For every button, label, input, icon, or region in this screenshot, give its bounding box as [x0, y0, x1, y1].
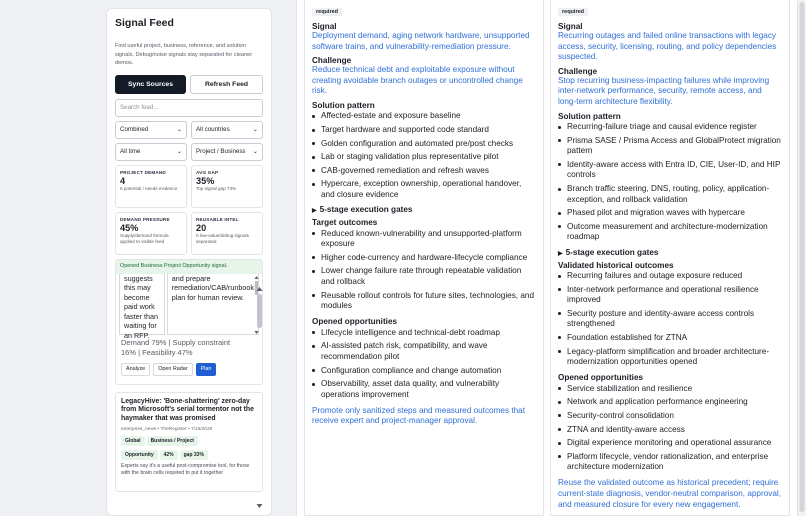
- chevron-down-icon: ⌄: [176, 148, 182, 156]
- list-item: Hypercare, exception ownership, operational handover, and closure evidence: [312, 178, 536, 202]
- validated-heading: Validated historical outcomes: [558, 260, 674, 270]
- stat-avg-gap: [191, 165, 263, 208]
- execution-gates-toggle[interactable]: [312, 205, 536, 214]
- list-item: Phased pilot and migration waves with hypercare: [558, 207, 782, 221]
- news-source: enterprise_news: [121, 427, 157, 432]
- list-item: Recurring failures and outage exposure reduced: [558, 270, 782, 284]
- stat-label: PROJECT DEMAND: [120, 169, 166, 175]
- signal-feed-panel: [106, 8, 272, 516]
- opportunity-text-left: suggests this may become paid work faster than waiting for an RFP.: [119, 274, 165, 335]
- sync-sources-button[interactable]: Sync Sources: [115, 75, 186, 94]
- list-item: Inter-network performance and operational resilience improved: [558, 283, 782, 307]
- list-item: Network and application performance engineering: [558, 396, 782, 410]
- stat-value: 35%: [196, 175, 215, 186]
- category-select[interactable]: [191, 143, 263, 161]
- country-select[interactable]: [191, 121, 263, 139]
- opportunities-heading: Opened opportunities: [558, 373, 644, 383]
- news-title[interactable]: LegacyHive: 'Bone-shattering' zero-day from Microsoft's serial tormentor not the haymaker that was promised: [121, 397, 254, 422]
- validated-list: [558, 270, 782, 370]
- opportunity-banner: Opened Business Project Opportunity signal.: [116, 260, 262, 274]
- time-select[interactable]: [115, 143, 187, 161]
- country-select-value: All countries: [196, 126, 230, 134]
- news-publisher: TheRegister: [160, 427, 187, 432]
- list-item: Service stabilization and resilience: [558, 382, 782, 396]
- panel-description: Find useful project, business, reference, and solution signals. Debug/noise signals stay separated for cleaner demos.: [115, 43, 253, 67]
- list-item: Affected-estate and exposure baseline: [312, 110, 536, 124]
- stat-value: 20: [196, 222, 207, 233]
- tag-scope: Global: [121, 436, 145, 446]
- list-item: CAB-governed remediation and refresh waves: [312, 164, 536, 178]
- list-item: AI-assisted patch risk, compatibility, and wave recommendation pilot: [312, 340, 536, 364]
- news-description: Experts say it's a useful post-compromise tool, for those with the brain cells required to put it together: [121, 463, 250, 477]
- stat-value: 45%: [120, 222, 139, 233]
- opportunities-list: [558, 382, 782, 474]
- list-item: Lifecycle intelligence and technical-debt roadmap: [312, 326, 536, 340]
- case-column-left: [304, 0, 544, 516]
- execution-gates-label: 5-stage execution gates: [565, 247, 659, 257]
- list-item: Higher code-currency and hardware-lifecycle compliance: [312, 251, 536, 265]
- signal-heading: Signal: [312, 22, 337, 31]
- opportunity-card: [115, 259, 263, 385]
- tag-gap: gap 33%: [180, 450, 208, 460]
- opportunities-heading: Opened opportunities: [312, 317, 398, 327]
- opportunity-text-right: and prepare remediation/CAB/runbook plan for human review.: [167, 274, 259, 335]
- caret-right-icon: ▶: [312, 208, 317, 215]
- list-item: Reduced known-vulnerability and unsupported-platform exposure: [312, 227, 536, 251]
- mode-select-value: Combined: [120, 126, 149, 134]
- required-badge: required: [312, 8, 342, 16]
- stat-label: DEMAND PRESSURE: [120, 216, 170, 222]
- solution-list: [558, 121, 782, 245]
- challenge-heading: Challenge: [558, 66, 598, 76]
- list-item: Observability, asset data quality, and vulnerability operations improvement: [312, 378, 536, 402]
- list-item: Digital experience monitoring and operational assurance: [558, 437, 782, 451]
- stat-sub: 6 potential / needs evidence: [120, 185, 178, 191]
- list-item: Branch traffic steering, DNS, routing, policy, application-exception, and rollback validation: [558, 183, 782, 207]
- opportunities-list: [312, 326, 536, 402]
- plan-button[interactable]: Plan: [196, 363, 217, 376]
- tag-type: Opportunity: [121, 450, 158, 460]
- sidebar-scrollbar[interactable]: [256, 286, 263, 512]
- solution-heading: Solution pattern: [312, 100, 375, 110]
- chevron-down-icon: ⌄: [176, 126, 182, 134]
- stat-project-demand: [115, 165, 187, 208]
- list-item: Reusable rollout controls for future sites, technologies, and modules: [312, 289, 536, 313]
- list-item: Target hardware and supported code standard: [312, 124, 536, 138]
- opportunity-metrics-line1: Demand 79% | Supply constraint: [121, 337, 231, 347]
- list-item: ZTNA and identity-aware access: [558, 423, 782, 437]
- analyze-button[interactable]: Analyze: [121, 363, 150, 376]
- list-item: Golden configuration and automated pre/post checks: [312, 137, 536, 151]
- mode-select[interactable]: [115, 121, 187, 139]
- list-item: Security posture and identity-aware access controls strengthened: [558, 307, 782, 331]
- execution-gates-label: 5-stage execution gates: [319, 205, 413, 215]
- signal-text: Recurring outages and failed online transactions with legacy access, security, licensing, routing, and policy dependencies suspected.: [558, 31, 777, 62]
- target-list: [312, 227, 536, 313]
- stat-reusable-intel: [191, 212, 263, 255]
- tag-score: 42%: [160, 450, 178, 460]
- stat-sub: Supply/demand formula applied to visible feed: [120, 232, 169, 244]
- list-item: Legacy-platform simplification and broader architecture-modernization opportunities opened: [558, 345, 782, 369]
- list-item: Security-control consolidation: [558, 409, 782, 423]
- list-item: Foundation established for ZTNA: [558, 331, 782, 345]
- panel-title: Signal Feed: [115, 17, 174, 29]
- signal-heading: Signal: [558, 22, 583, 31]
- list-item: Recurring-failure triage and causal evidence register: [558, 121, 782, 135]
- opportunity-metrics-line2: 16% | Feasibility 47%: [121, 348, 193, 358]
- stat-label: REUSABLE INTEL: [196, 216, 239, 222]
- list-item: Configuration compliance and change automation: [312, 364, 536, 378]
- category-select-value: Project / Business: [196, 148, 246, 156]
- stat-sub: 0 low-value/debug signals separated: [196, 232, 249, 244]
- search-input[interactable]: Search feed...: [115, 99, 263, 117]
- target-heading: Target outcomes: [312, 218, 378, 228]
- tag-category: Business / Project: [147, 436, 198, 446]
- challenge-heading: Challenge: [312, 56, 352, 66]
- page-scrollbar[interactable]: [798, 0, 806, 516]
- news-meta: enterprise_news • TheRegister • 7/15/2026: [121, 427, 213, 432]
- challenge-text: Reduce technical debt and exploitable exposure without creating avoidable branch outages or uncontrolled change risk.: [312, 65, 523, 96]
- refresh-feed-button[interactable]: Refresh Feed: [190, 75, 263, 94]
- stat-label: AVG GAP: [196, 169, 219, 175]
- solution-list: [312, 110, 536, 202]
- list-item: Lower change failure rate through repeatable validation and rollback: [312, 265, 536, 289]
- challenge-text: Stop recurring business-impacting failures while improving inter-network performance, security, remote access, and long-term architecture flexibility.: [558, 75, 770, 106]
- time-select-value: All time: [120, 148, 141, 156]
- stat-sub: Top signal gap 73%: [196, 185, 237, 191]
- required-badge: required: [558, 8, 588, 16]
- list-item: Identity-aware access with Entra ID, CIE, User-ID, and HIP controls: [558, 158, 782, 182]
- chevron-down-icon: ⌄: [252, 126, 258, 134]
- open-radar-button[interactable]: Open Radar: [153, 363, 192, 376]
- list-item: Platform lifecycle, vendor rationalization, and enterprise architecture modernization: [558, 450, 782, 474]
- stat-value: 4: [120, 175, 126, 186]
- news-date: 7/15/2026: [190, 427, 213, 432]
- footer-note: Reuse the validated outcome as historical precedent; require current-state diagnosis, vendor-neutral comparison, approval, and measured closure for every new engagement.: [558, 478, 781, 509]
- execution-gates-toggle[interactable]: [558, 248, 782, 257]
- chevron-down-icon: ⌄: [252, 148, 258, 156]
- list-item: Outcome measurement and architecture-modernization roadmap: [558, 220, 782, 244]
- case-column-right: [550, 0, 790, 516]
- footer-note: Promote only sanitized steps and measured outcomes that receive expert and project-manager approval.: [312, 405, 525, 426]
- list-item: Lab or staging validation plus representative pilot: [312, 151, 536, 165]
- caret-right-icon: ▶: [558, 250, 563, 257]
- detail-panel: [296, 0, 798, 516]
- list-item: Prisma SASE / Prisma Access and GlobalProtect migration pattern: [558, 134, 782, 158]
- signal-text: Deployment demand, aging network hardware, unsupported software trains, and vulnerability-remediation pressure.: [312, 31, 530, 51]
- news-card[interactable]: [115, 392, 263, 492]
- solution-heading: Solution pattern: [558, 111, 621, 121]
- stat-demand-pressure: [115, 212, 187, 255]
